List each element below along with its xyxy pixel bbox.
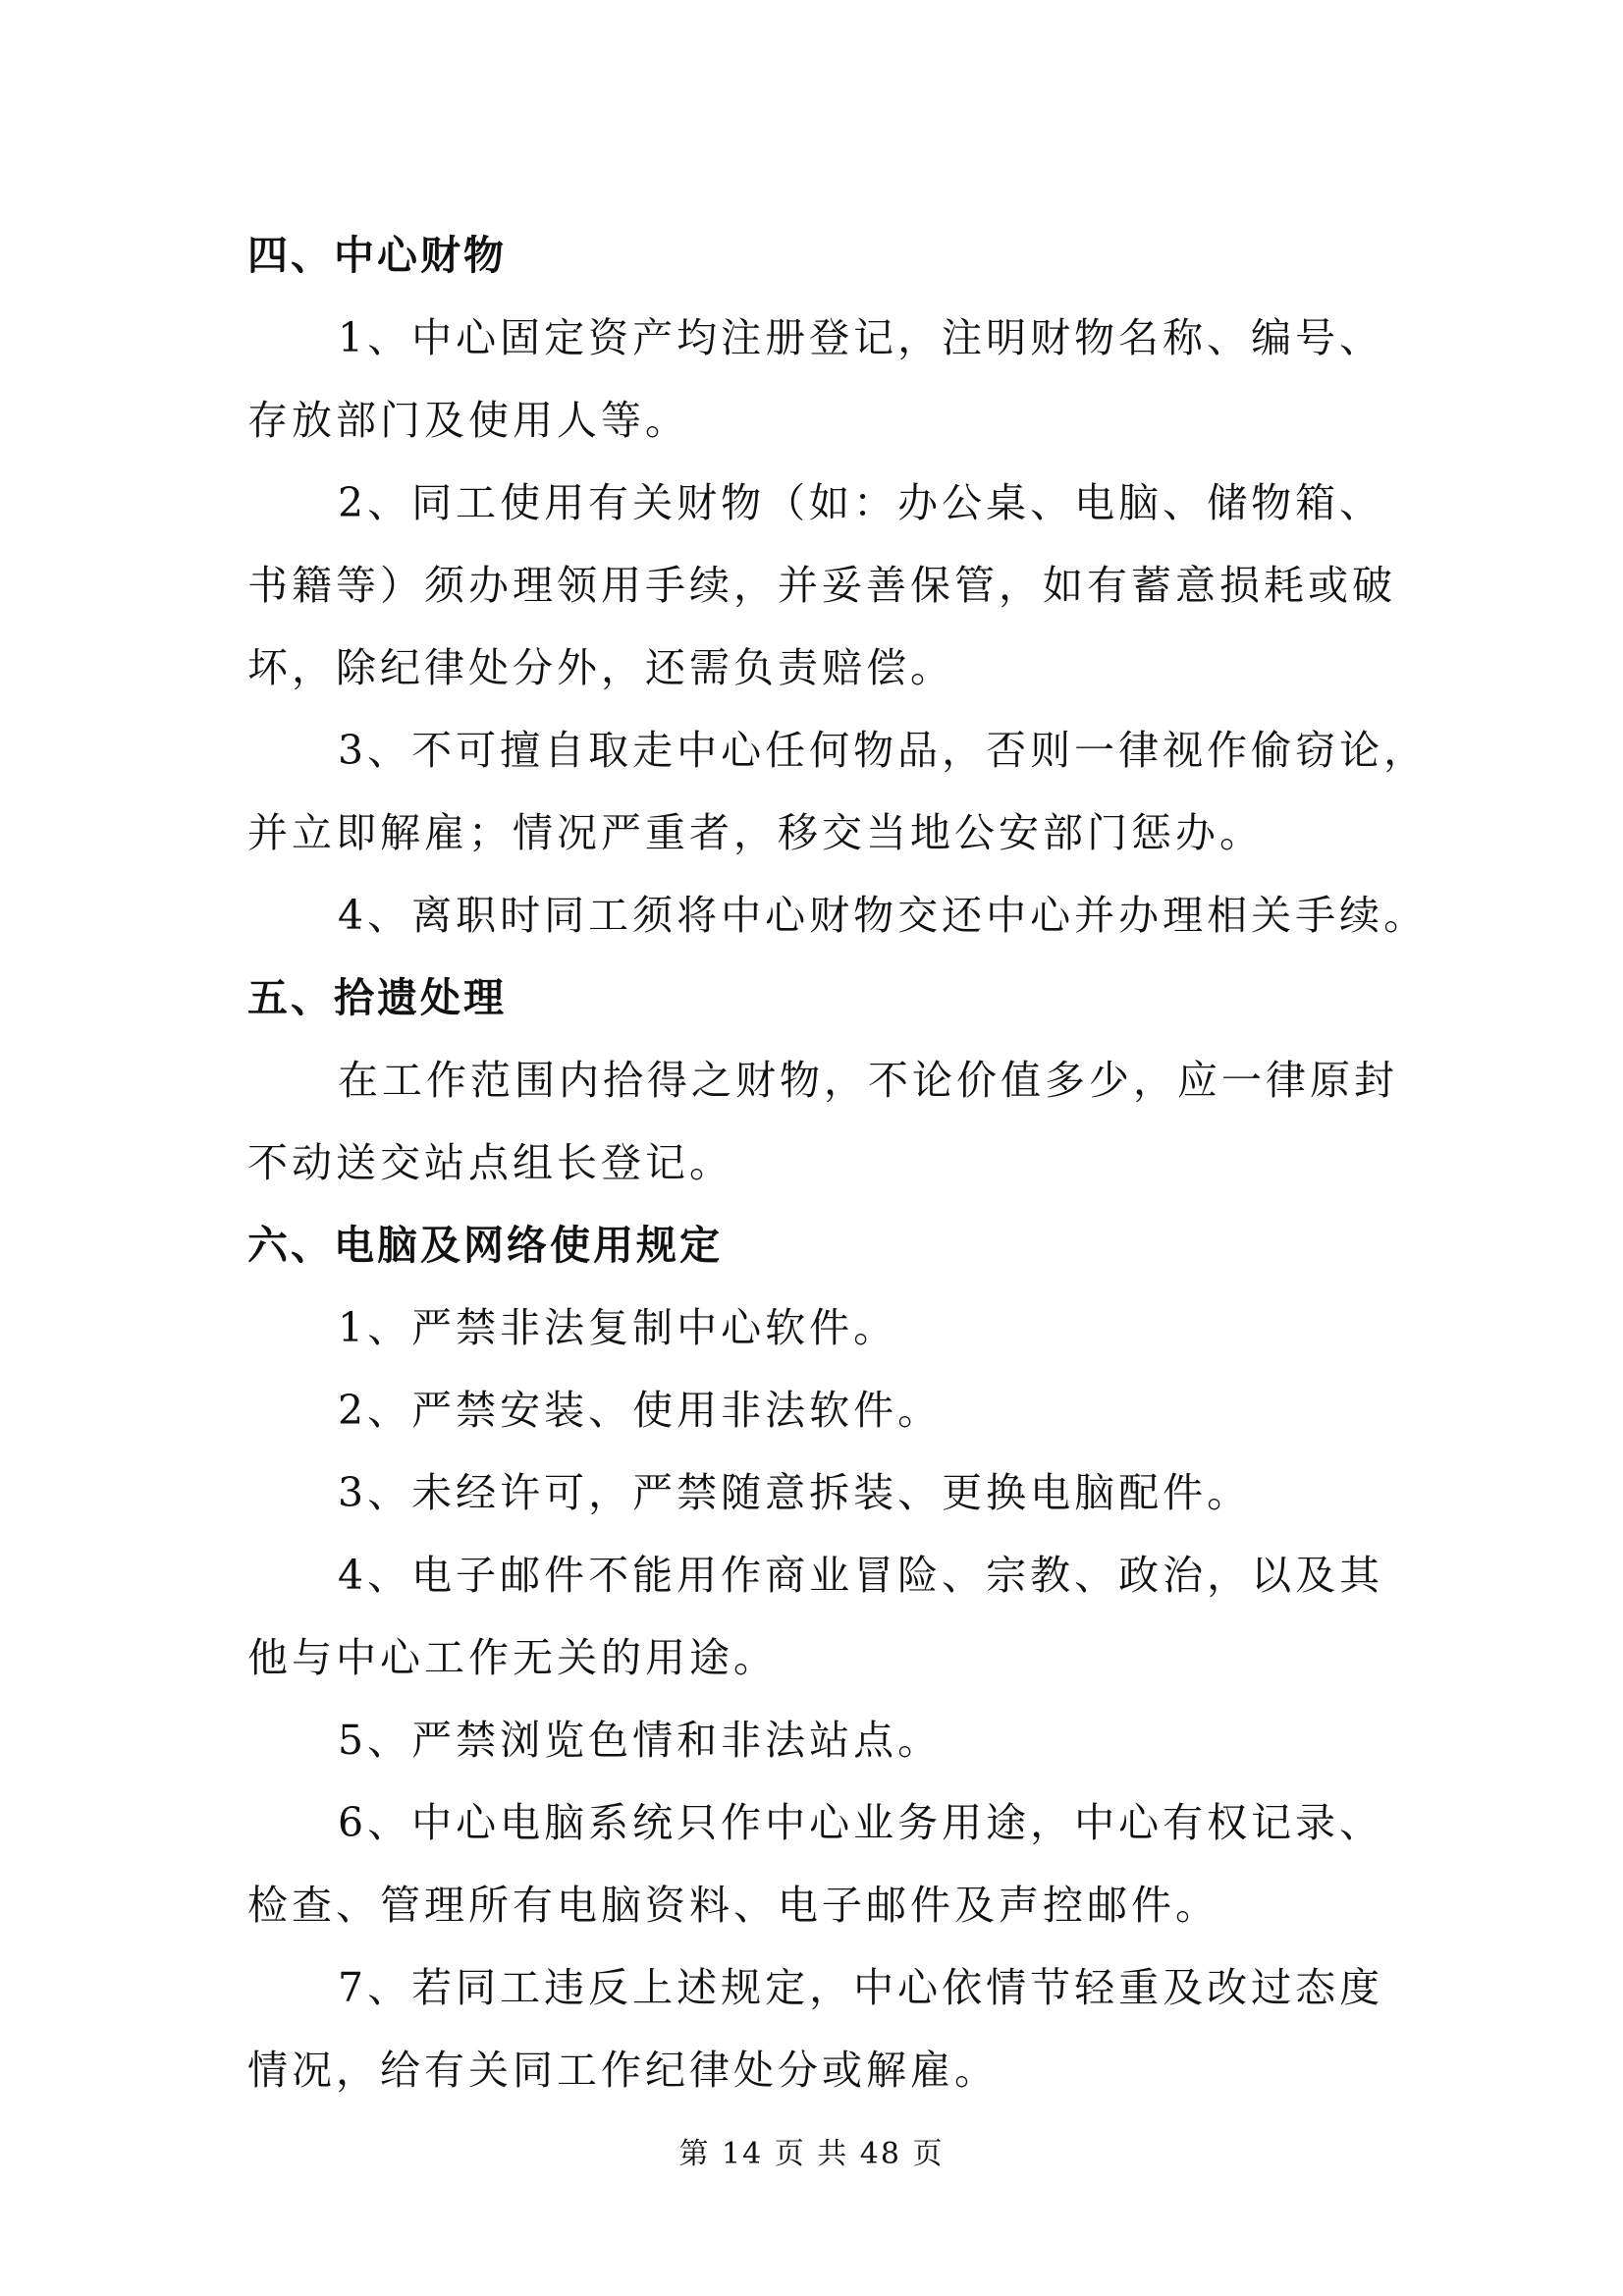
document-body: [247, 214, 1429, 2111]
section-heading-lost-found: 五、拾遗处理: [247, 974, 507, 1021]
section-heading-computer-network: 六、电脑及网络使用规定: [247, 1222, 723, 1269]
paragraph-line: 4、电子邮件不能用作商业冒险、宗教、政治，以及其: [338, 1552, 1384, 1599]
paragraph-line: 2、严禁安装、使用非法软件。: [338, 1387, 943, 1434]
section-heading-finance: 四、中心财物: [247, 232, 507, 279]
paragraph-line: 5、严禁浏览色情和非法站点。: [338, 1717, 943, 1764]
paragraph-line: 在工作范围内拾得之财物，不论价值多少，应一律原封: [338, 1057, 1398, 1104]
paragraph-line: 他与中心工作无关的用途。: [247, 1634, 778, 1681]
paragraph-line: 3、不可擅自取走中心任何物品，否则一律视作偷窃论，: [338, 727, 1429, 774]
paragraph-line: 1、中心固定资产均注册登记，注明财物名称、编号、: [338, 314, 1384, 361]
paragraph-line: 2、同工使用有关财物（如：办公桌、电脑、储物箱、: [338, 479, 1384, 526]
paragraph-line: 书籍等）须办理领用手续，并妥善保管，如有蓄意损耗或破: [247, 562, 1396, 609]
paragraph-line: 6、中心电脑系统只作中心业务用途，中心有权记录、: [338, 1799, 1384, 1846]
paragraph-line: 情况，给有关同工作纪律处分或解雇。: [247, 2047, 999, 2094]
paragraph-line: 检查、管理所有电脑资料、电子邮件及声控邮件。: [247, 1882, 1219, 1929]
paragraph-line: 3、未经许可，严禁随意拆装、更换电脑配件。: [338, 1469, 1252, 1516]
paragraph-line: 并立即解雇；情况严重者，移交当地公安部门惩办。: [247, 809, 1264, 856]
page-number-footer: 第 14 页 共 48 页: [678, 2137, 945, 2171]
paragraph-line: 4、离职时同工须将中心财物交还中心并办理相关手续。: [338, 892, 1429, 939]
paragraph-line: 不动送交站点组长登记。: [247, 1139, 733, 1186]
paragraph-line: 坏，除纪律处分外，还需负责赔偿。: [247, 644, 954, 691]
paragraph-line: 7、若同工违反上述规定，中心依情节轻重及改过态度: [338, 1964, 1384, 2011]
paragraph-line: 1、严禁非法复制中心软件。: [338, 1304, 898, 1351]
paragraph-line: 存放部门及使用人等。: [247, 397, 689, 444]
